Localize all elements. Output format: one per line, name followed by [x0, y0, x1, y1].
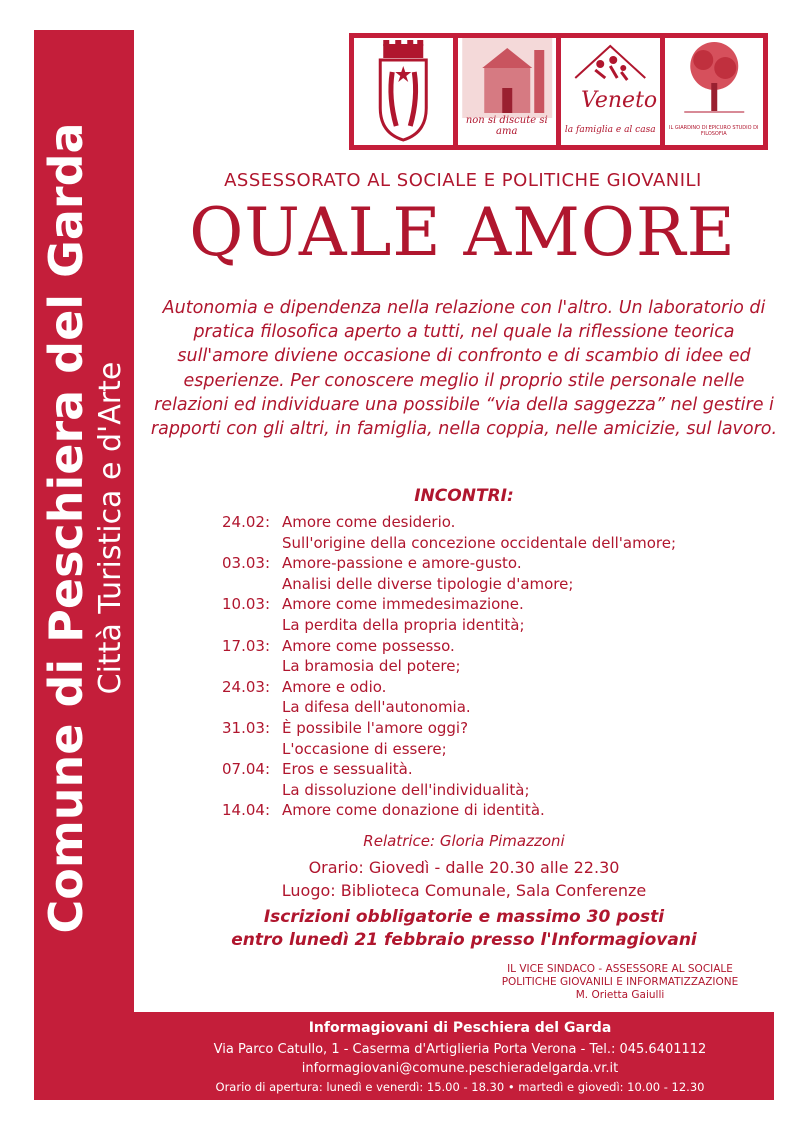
intro-paragraph: Autonomia e dipendenza nella relazione con l'altro. Un laboratorio di pratica filosofica aperto a tutti, nel quale la riflessione teorica sull'amore diviene occasione di confronto e di scambio di idee ed esperienze. Per conoscere meglio il proprio stile personale nelle relazioni ed individuare una possibile “via della saggezza” nel gestire i rapporti con gli altri, in famiglia, nella coppia, nelle amicizie, sul lavoro. — [150, 298, 778, 440]
schedule-date — [200, 656, 282, 677]
schedule-date — [200, 697, 282, 718]
coat-of-arms-icon — [354, 38, 453, 145]
schedule-row — [200, 739, 770, 760]
incontri-heading: INCONTRI: — [414, 486, 514, 506]
schedule-text: Analisi delle diverse tipologie d'amore; — [282, 574, 574, 593]
coat-of-arms-logo — [354, 38, 453, 145]
schedule-text: Eros e sessualità. — [282, 760, 413, 779]
schedule-text: Amore come immedesimazione. — [282, 595, 524, 614]
schedule-date: 24.02: — [222, 513, 270, 531]
tree-icon — [665, 38, 764, 118]
schedule-text: Amore come desiderio. — [282, 513, 456, 531]
logo3-caption: la famiglia e al casa — [564, 125, 656, 135]
schedule-text: La difesa dell'autonomia. — [282, 698, 471, 717]
schedule-date: 14.04: — [222, 801, 270, 820]
schedule-text: La bramosia del potere; — [282, 657, 461, 676]
footer-title: Informagiovani di Peschiera del Garda — [308, 1020, 612, 1036]
schedule-date: 10.03: — [222, 595, 270, 614]
schedule-row — [200, 553, 770, 574]
schedule-row — [200, 697, 770, 718]
schedule-text: Amore-passione e amore-gusto. — [282, 554, 522, 573]
schedule-date — [200, 574, 282, 595]
signature-name: M. Orietta Gaiulli — [575, 989, 665, 1001]
sidebar-subtitle: Città Turistica e d'Arte — [93, 361, 128, 695]
schedule-row — [200, 615, 770, 636]
page-title: QUALE AMORE — [189, 194, 736, 271]
schedule-date: 17.03: — [222, 636, 270, 655]
schedule-row — [200, 574, 770, 595]
schedule-list — [200, 512, 770, 821]
schedule-row — [200, 759, 770, 780]
schedule-row — [200, 656, 770, 677]
schedule-date — [200, 780, 282, 801]
signature-line-2: POLITICHE GIOVANILI E INFORMATIZZAZIONE — [501, 976, 739, 988]
orario-line: Orario: Giovedì - dalle 20.30 alle 22.30 — [308, 858, 620, 877]
logo4-caption: IL GIARDINO DI EPICURO STUDIO DI FILOSOFIA — [669, 125, 759, 137]
logo-strip — [349, 33, 768, 150]
signature-block — [470, 963, 770, 1002]
schedule-text: L'occasione di essere; — [282, 739, 447, 758]
footer-hours: Orario di apertura: lunedì e venerdì: 15.00 - 18.30 • martedì e giovedì: 10.00 - 12.30 — [215, 1080, 705, 1094]
schedule-text: La perdita della propria identità; — [282, 615, 525, 634]
schedule-text: Sull'origine della concezione occidentale dell'amore; — [282, 533, 677, 552]
schedule-row — [200, 677, 770, 698]
schedule-row — [200, 594, 770, 615]
schedule-text: Amore e odio. — [282, 677, 387, 696]
schedule-date — [200, 615, 282, 636]
giardino-epicuro-logo — [665, 38, 764, 145]
schedule-date: 03.03: — [222, 554, 270, 573]
schedule-row — [200, 718, 770, 739]
sidebar-text — [39, 122, 129, 933]
schedule-row — [200, 800, 770, 821]
veneto-family-logo — [561, 38, 660, 145]
logo2-caption: non si discute si ama — [465, 115, 548, 137]
iscrizioni-notice — [150, 906, 778, 952]
logo3-word: Veneto — [581, 88, 658, 113]
schedule-date: 24.03: — [222, 677, 270, 696]
schedule-text: Amore come possesso. — [282, 636, 455, 655]
schedule-row — [200, 512, 770, 533]
schedule-date: 07.04: — [222, 760, 270, 779]
signature-line-1: IL VICE SINDACO - ASSESSORE AL SOCIALE — [507, 963, 733, 975]
schedule-row — [200, 636, 770, 657]
schedule-date — [200, 533, 282, 554]
church-logo — [458, 38, 557, 145]
schedule-row — [200, 780, 770, 801]
sidebar-title: Comune di Peschiera del Garda — [39, 122, 93, 934]
luogo-line: Luogo: Biblioteca Comunale, Sala Conferenze — [281, 881, 647, 900]
iscrizioni-line-2: entro lunedì 21 febbraio presso l'Informagiovani — [231, 930, 697, 950]
footer-address: Via Parco Catullo, 1 - Caserma d'Artiglieria Porta Verona - Tel.: 045.6401112 — [213, 1042, 707, 1057]
iscrizioni-line-1: Iscrizioni obbligatorie e massimo 30 posti — [263, 907, 665, 927]
schedule-text: È possibile l'amore oggi? — [282, 718, 469, 737]
footer-email-link[interactable]: informagiovani@comune.peschieradelgarda.vr.it — [301, 1061, 619, 1076]
schedule-date: 31.03: — [222, 718, 270, 737]
schedule-text: Amore come donazione di identità. — [282, 801, 545, 820]
relatrice-line: Relatrice: Gloria Pimazzoni — [363, 832, 565, 850]
schedule-row — [200, 533, 770, 554]
schedule-date — [200, 739, 282, 760]
schedule-text: La dissoluzione dell'individualità; — [282, 780, 530, 799]
church-icon — [458, 38, 557, 118]
assessorato-heading: ASSESSORATO AL SOCIALE E POLITICHE GIOVANILI — [224, 170, 702, 191]
